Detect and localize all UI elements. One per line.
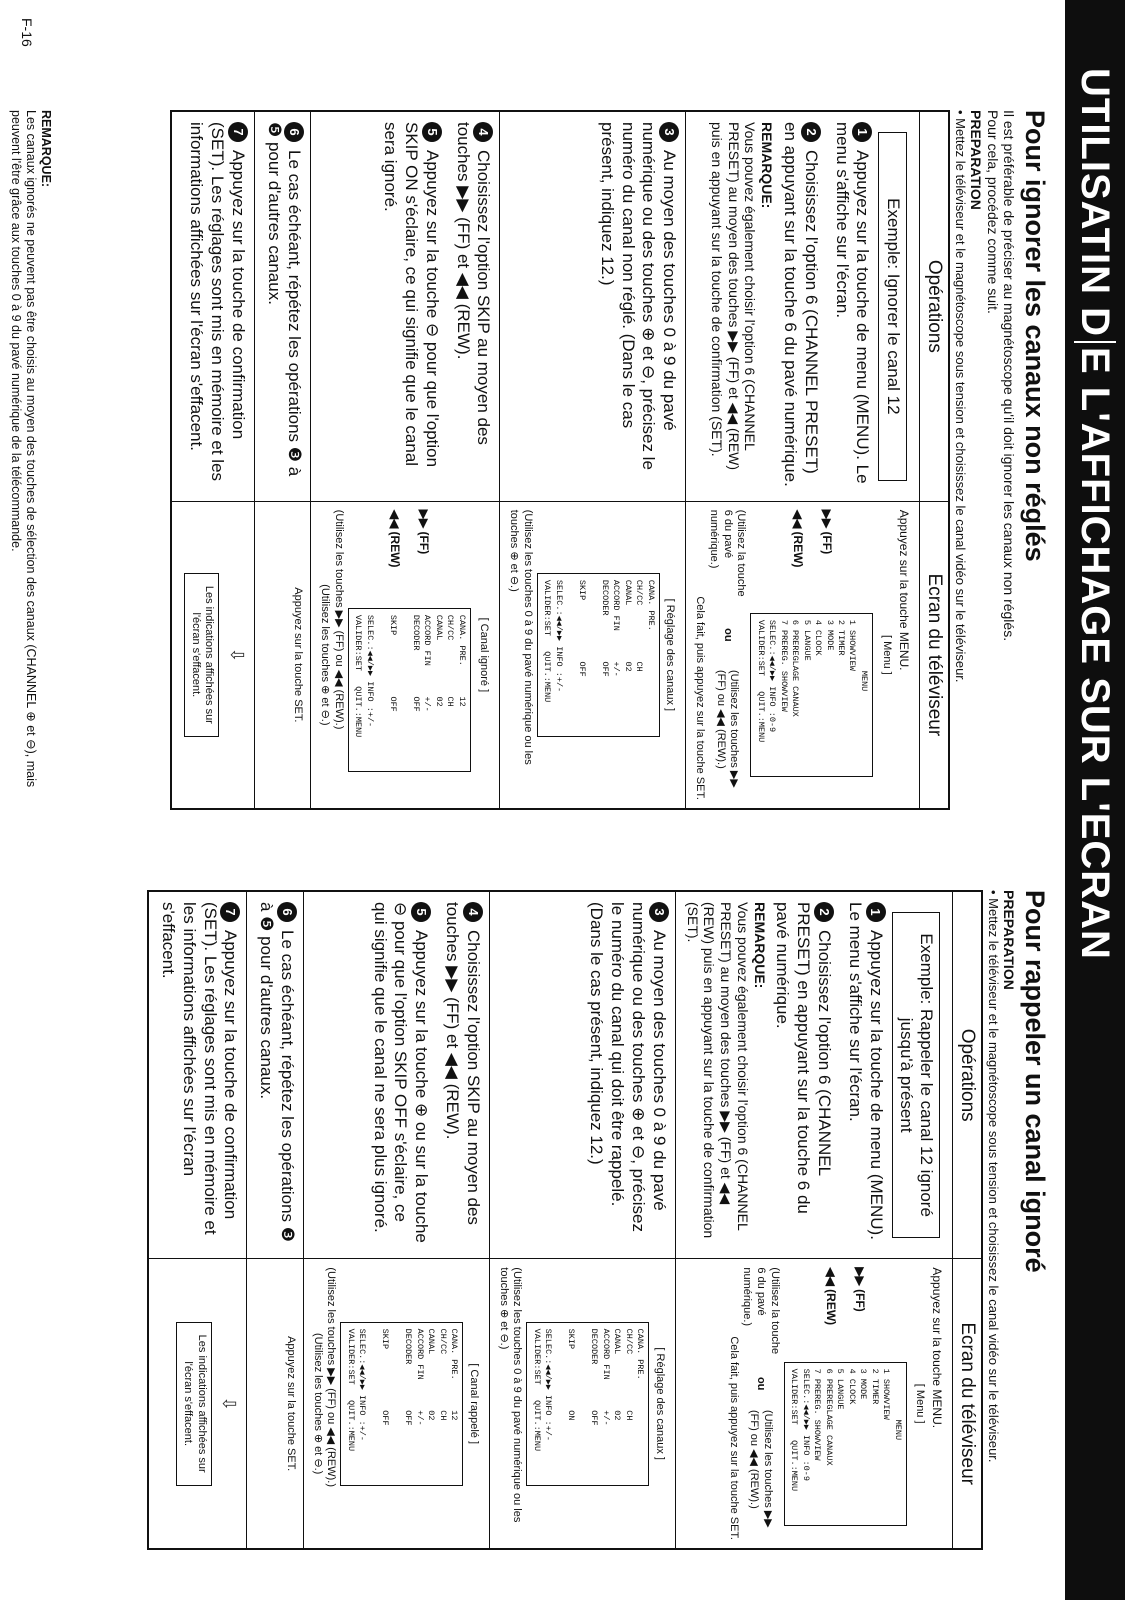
screen-caption: Appuyez sur la touche MENU. [930, 1267, 945, 1429]
down-arrow-icon: ⇩ [219, 1396, 240, 1412]
step-number-icon: 4 [473, 122, 493, 142]
tv-channel-setting-screen: CANA. PRE. CH/CC CH CANAL 02 ACCORD FIN +/- DECODER OFF SKIP OFF SELEC.:◀◀/▶▶ INFO :+/- VALIDER:SET QUIT.:MENU [537, 573, 660, 737]
page-title-right: E L'AFFICHAGE SUR L'ECRAN [1073, 347, 1118, 960]
screen-label: [ Canal ignoré ] [478, 617, 491, 693]
example-box: Exemple: Ignorer le canal 12 [878, 132, 906, 481]
screen-label: [ Canal rappelé ] [467, 1363, 480, 1445]
hint-text: (Utilisez les touches ▶▶ (FF) ou ◀◀ (REW).) [714, 669, 741, 788]
intro-text: Pour cela, procédez comme suit. [984, 110, 1001, 314]
table-row [149, 892, 247, 1548]
screen-cell [500, 502, 685, 808]
hint-text: Cela fait, puis appuyez sur la touche SET. [694, 596, 707, 800]
hint-text: (Utilisez les touches ▶▶ (FF) ou ◀◀ (REW).) [748, 1409, 774, 1528]
column-operations: Opérations [953, 892, 981, 1259]
tv-channel-recalled-screen: CANA. PRE. 12 CH/CC CH CANAL 02 ACCORD FIN +/- DECODER OFF SKIP OFF SELEC.:◀◀/▶▶ INFO :+/- VALIDER:SET QUIT.:MENU [340, 1322, 463, 1486]
step-cell [676, 892, 953, 1259]
erased-note: Les indications affichées sur l'écran s'effacent. [184, 573, 220, 737]
step-number-icon: 5 [422, 122, 442, 142]
screen-cell [149, 1259, 246, 1548]
tv-menu-screen: MENU 1 SHOWVIEW 2 TIMER 3 MODE 4 CLOCK 5 LANGUE 6 PREREGLAGE CANAUX 7 PREREG. SHOWVIEW SELEC.:◀◀/▶▶ INFO :0-9 VALIDER:SET QUIT.:MENU [784, 1362, 907, 1526]
hint-text: Cela fait, puis appuyez sur la touche SET. [727, 1336, 740, 1540]
preparation-item: • Mettez le téléviseur et le magnétoscope sous tension et choisissez le canal vidéo sur le téléviseur. [986, 890, 1002, 1463]
preparation-label: PREPARATION [967, 110, 984, 210]
remark-label: REMARQUE: [751, 902, 768, 989]
table-row [311, 112, 500, 808]
hint-text: (Utilisez les touches ⊕ et ⊖.) [319, 584, 332, 726]
preparation-item: • Mettez le téléviseur et le magnétoscope sous tension et choisissez le canal vidéo sur le téléviseur. [952, 110, 968, 683]
hint-text: (Utilisez les touches 0 à 9 du pavé numérique ou les touches ⊕ et ⊖.) [497, 1267, 524, 1523]
page-title-left: UTILISATIN D [1073, 68, 1118, 338]
step-number-icon: 7 [220, 902, 240, 922]
step-number-icon: 2 [814, 902, 834, 922]
step-number-icon: 1 [852, 122, 872, 142]
tv-menu-screen: MENU 1 SHOWVIEW 2 TIMER 3 MODE 4 CLOCK 5 LANGUE 6 PREREGLAGE CANAUX 7 PREREG. SHOWVIEW SELEC.:◀◀/▶▶ INFO :0-9 VALIDER:SET QUIT.:MENU [750, 613, 873, 777]
step-number-icon: 1 [866, 902, 886, 922]
page-number: F-16 [19, 18, 35, 47]
screen-label: [ Réglage des canaux ] [664, 598, 677, 712]
rew-key-icon: ◀◀ (REW) [790, 509, 805, 568]
step-2: 2Choisissez l'option 6 (CHANNEL PRESET) en appuyant sur la touche 6 du pavé numérique. REMARQUE: Vous pouvez également choisir l'option 6 (CHANNEL PRESET) au moyen des touches ▶▶ (FF) et ◀◀ (REW) puis en appuyant sur la touche de confirmation (SET). [684, 902, 834, 1239]
step-5: 5Appuyez sur la touche ⊕ ou sur la touche ⊖ pour que l'option SKIP OFF s'éclaire, ce qui signifie que le canal ne sera plus ignoré. [370, 902, 432, 1243]
hint-text: (Utilisez les touches ⊕ et ⊖.) [311, 1333, 324, 1475]
column-tv-screen: Ecran du téléviseur [957, 1322, 979, 1485]
remark-block [8, 110, 53, 810]
step-number-icon: 3 [659, 122, 679, 142]
table-row [304, 892, 490, 1548]
rew-key-icon: ◀◀ (REW) [824, 1267, 839, 1326]
hint-text: Appuyez sur la touche SET. [284, 1336, 297, 1472]
step-cell [686, 112, 918, 502]
step-7: 7Appuyez sur la touche de confirmation (SET). Les réglages sont mis en mémoire et les informations affichées sur l'écran s'effacent. [149, 892, 246, 1259]
hint-text: (Utilisez la touche 6 du pavé numérique.) [707, 509, 748, 597]
section-heading: Pour ignorer les canaux non réglés [1020, 110, 1050, 562]
section-recall-channel [8, 890, 1053, 1550]
table-header [919, 112, 948, 808]
hint-text: (Utilisez les touches 0 à 9 du pavé numérique ou les touches ⊕ et ⊖.) [508, 509, 534, 765]
operations-table [170, 110, 950, 810]
hint-text: (Utilisez les touches ▶▶ (FF) ou ◀◀ (REW).) [332, 509, 345, 730]
tv-channel-ignored-screen: CANA. PRE. 12 CH/CC CH CANAL 02 ACCORD FIN +/- DECODER OFF SKIP OFF SELEC.:◀◀/▶▶ INFO :+/- VALIDER:SET QUIT.:MENU [348, 608, 471, 772]
screen-cell [676, 1259, 953, 1548]
screen-cell [490, 1259, 675, 1548]
step-6: 6Le cas échéant, répétez les opérations ❸ à ❺ pour d'autres canaux. [255, 112, 311, 502]
down-arrow-icon: ⇩ [226, 647, 247, 663]
screen-caption: Appuyez sur la touche MENU. [896, 509, 911, 671]
screen-label: [ Réglage des canaux ] [653, 1347, 666, 1460]
title-separator [1074, 341, 1116, 343]
step-4: 4Choisissez l'option SKIP au moyen des touches ▶▶ (FF) et ◀◀ (REW). [453, 122, 494, 445]
step-number-icon: 6 [277, 902, 297, 922]
step-4: 4Choisissez l'option SKIP au moyen des touches ▶▶ (FF) et ◀◀ (REW). [443, 902, 483, 1225]
screen-cell [686, 502, 918, 808]
table-row [172, 112, 255, 808]
step-number-icon: 5 [411, 902, 431, 922]
tv-channel-setting-screen: CANA. PRE. CH/CC CH CANAL 02 ACCORD FIN +/- DECODER OFF SKIP ON SELEC.:◀◀/▶▶ INFO :+/- VALIDER:SET QUIT.:MENU [526, 1322, 649, 1486]
operations-table [147, 890, 983, 1550]
table-row [247, 892, 304, 1548]
intro-text: Il est préférable de préciser au magnétoscope qu'il doit ignorer les canaux non réglés. [1001, 110, 1018, 642]
ff-key-icon: ▶▶ (FF) [819, 509, 834, 555]
column-operations: Opérations [920, 112, 948, 502]
step-6: 6Le cas échéant, répétez les opérations ❸ à ❺ pour d'autres canaux. [247, 892, 303, 1259]
rew-key-icon: ◀◀ (REW) [388, 509, 403, 568]
hint-text: (Utilisez les touches ▶▶ (FF) ou ◀◀ (REW).) [325, 1267, 338, 1487]
erased-note: Les indications affichées sur l'écran s'effacent. [176, 1322, 212, 1486]
section-ignore-channels [8, 110, 1053, 810]
remark-label: REMARQUE: [39, 110, 53, 188]
remark-label: REMARQUE: [759, 122, 776, 209]
or-text: ou [755, 1376, 768, 1391]
table-row [686, 112, 918, 808]
screen-cell [255, 502, 311, 808]
table-row [490, 892, 676, 1548]
step-5: 5Appuyez sur la touche ⊖ pour que l'option SKIP ON s'éclaire, ce qui signifie que le canal sera ignoré. [381, 122, 442, 468]
step-2: 2Choisissez l'option 6 (CHANNEL PRESET) en appuyant sur la touche 6 du pavé numérique. REMARQUE: Vous pouvez également choisir l'option 6 (CHANNEL PRESET) au moyen des touches ▶▶ (FF) et ◀◀ (REW) puis en appuyant sur la touche de confirmation (SET). [708, 122, 821, 487]
step-number-icon: 4 [463, 902, 483, 922]
step-number-icon: 2 [801, 122, 821, 142]
screen-cell [172, 502, 254, 808]
remark-text: Les canaux ignorés ne peuvent pas être choisis au moyen des touches de sélection des canaux (CHANNEL ⊕ et ⊖), mais peuvent l'être grâce aux touches 0 à 9 du pavé numérique de la télécommande. [9, 110, 38, 788]
ff-key-icon: ▶▶ (FF) [417, 509, 432, 555]
hint-text: Appuyez sur la touche SET. [292, 587, 305, 723]
table-row [500, 112, 686, 808]
example-box: Exemple: Rappeler le canal 12 ignoré jusqu'à présent [892, 912, 941, 1238]
table-row [255, 112, 312, 808]
or-text: ou [721, 628, 734, 642]
preparation-label: PREPARATION [1001, 890, 1018, 990]
step-number-icon: 6 [284, 122, 304, 142]
page-title-bar [1065, 0, 1125, 1600]
remark-text: Vous pouvez également choisir l'option 6 (CHANNEL PRESET) au moyen des touches ▶▶ (FF) et ◀◀ (REW) puis en appuyant sur la touche de confirmation (SET). [708, 122, 759, 471]
step-3: 3Au moyen des touches 0 à 9 du pavé numérique ou des touches ⊕ et ⊖, précisez le numéro du canal non réglé. (Dans le cas présent, indiquez 12.) [500, 112, 685, 502]
section-heading: Pour rappeler un canal ignoré [1020, 890, 1050, 1273]
table-row [676, 892, 953, 1548]
remark-text: Vous pouvez également choisir l'option 6 (CHANNEL PRESET) au moyen des touches ▶▶ (FF) et ◀◀ (REW) puis en appuyant sur la touche de confirmation (SET). [684, 902, 751, 1239]
step-3: 3Au moyen des touches 0 à 9 du pavé numérique ou des touches ⊕ et ⊖, précisez le numéro du canal qui doit être rappelé. (Dans le cas présent, indiquez 12.) [490, 892, 675, 1259]
screen-cell [304, 1259, 489, 1548]
screen-label: [ Menu ] [880, 634, 893, 675]
step-number-icon: 3 [649, 902, 669, 922]
column-tv-screen: Ecran du téléviseur [923, 573, 945, 737]
ff-key-icon: ▶▶ (FF) [853, 1267, 868, 1312]
step-7: 7Appuyez sur la touche de confirmation (SET). Les réglages sont mis en mémoire et les informations affichées sur l'écran s'effacent. [172, 112, 254, 502]
screen-cell [311, 502, 499, 808]
step-1: 1Appuyez sur la touche de menu (MENU). Le menu s'affiche sur l'écran. [845, 902, 886, 1240]
hint-text: (Utilisez la touche 6 du pavé numérique.) [741, 1267, 781, 1355]
screen-label: [ Menu ] [914, 1383, 927, 1424]
step-1: 1Appuyez sur la touche de menu (MENU). Le menu s'affiche sur l'écran. [832, 122, 873, 484]
step-number-icon: 7 [228, 122, 248, 142]
table-header [952, 892, 981, 1548]
screen-cell [247, 1259, 303, 1548]
